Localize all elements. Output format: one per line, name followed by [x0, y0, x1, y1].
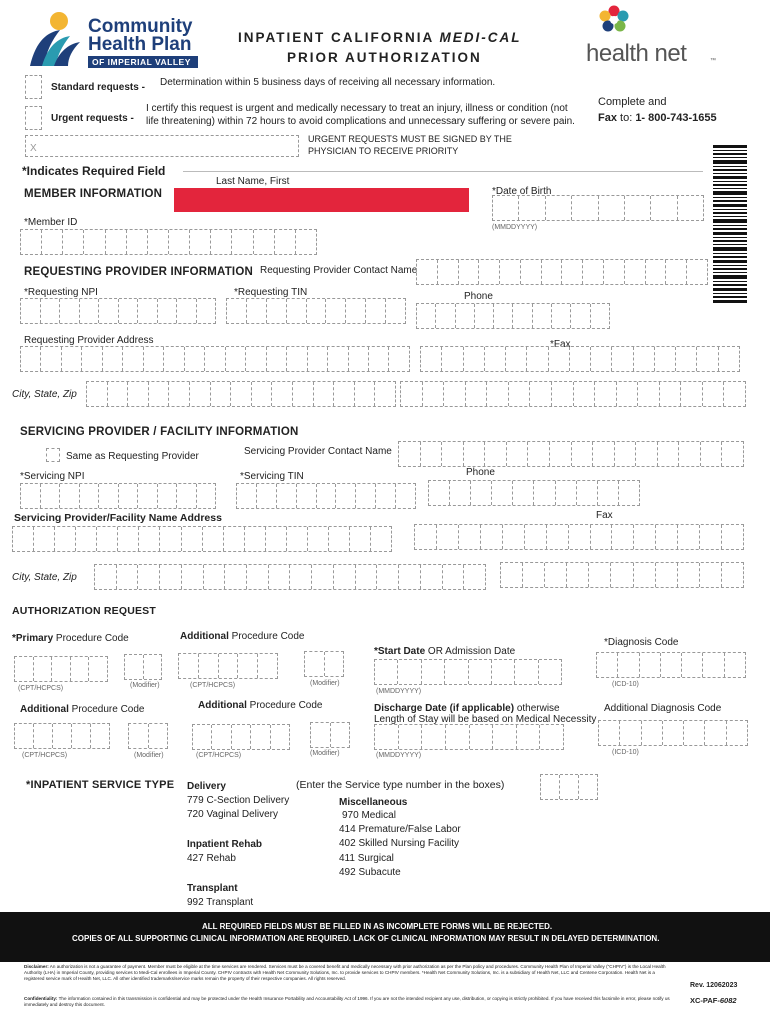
standard-request-checkbox[interactable]	[25, 75, 42, 99]
form-title-line1	[238, 30, 522, 46]
service-type-field[interactable]	[540, 774, 598, 800]
dob-format: (MMDDYYYY)	[492, 224, 538, 231]
service-enter-note: (Enter the Service type number in the boxes)	[296, 779, 505, 791]
member-name-field[interactable]	[174, 188, 469, 212]
member-heading: MEMBER INFORMATION	[24, 188, 163, 200]
requesting-contact-label: Requesting Provider Contact Name	[260, 265, 418, 276]
additional-cpt-field-2[interactable]	[14, 723, 110, 749]
misc-item-4: 492 Subacute	[339, 867, 401, 878]
additional-modifier-field-3[interactable]	[310, 722, 350, 748]
logo-line3: OF IMPERIAL VALLEY	[92, 57, 191, 67]
requesting-contact-field[interactable]	[416, 259, 708, 285]
modifier-hint-1: (Modifier)	[130, 682, 160, 689]
primary-b: *Primary	[12, 633, 54, 644]
dob-field[interactable]	[492, 195, 704, 221]
additional-b-3: Additional	[198, 700, 247, 711]
servicing-contact-label: Servicing Provider Contact Name	[244, 446, 392, 457]
servicing-city-field[interactable]	[94, 564, 486, 590]
transplant-item-0: 992 Transplant	[187, 897, 254, 908]
cpt-hint-2: (CPT/HCPCS)	[190, 682, 236, 689]
delivery-item-0: 779 C-Section Delivery	[187, 795, 290, 806]
fax-number: 1- 800-743-1655	[635, 112, 717, 124]
member-name-label: Last Name, First	[216, 176, 290, 187]
standard-request-text: Determination within 5 business days of receiving all necessary information.	[160, 77, 496, 88]
urgent-request-label: Urgent requests -	[51, 113, 134, 124]
servicing-npi-field[interactable]	[20, 483, 216, 509]
barcode-icon	[713, 143, 747, 303]
title-prefix: INPATIENT CALIFORNIA	[238, 30, 440, 45]
same-as-requesting-checkbox[interactable]	[46, 448, 60, 462]
additional-cpt-field-1[interactable]	[178, 653, 278, 679]
fax-instructions-line2	[598, 112, 717, 125]
start-date-field[interactable]	[374, 659, 562, 685]
discharge-line2: Length of Stay will be based on Medical Necessity	[374, 714, 597, 725]
modifier-hint-4: (Modifier)	[310, 750, 340, 757]
fax-label: Fax	[598, 112, 617, 124]
notice-bar	[0, 912, 770, 962]
requesting-phone-field[interactable]	[416, 303, 610, 329]
healthnet-flower-icon	[594, 4, 634, 40]
requesting-city-field[interactable]	[86, 381, 396, 407]
servicing-address-field[interactable]	[12, 526, 392, 552]
date-hint-2: (MMDDYYYY)	[376, 752, 422, 759]
servicing-phone-label: Phone	[466, 467, 495, 478]
notice-line1: ALL REQUIRED FIELDS MUST BE FILLED IN AS INCOMPLETE FORMS WILL BE REJECTED.	[202, 922, 553, 931]
modifier-hint-2: (Modifier)	[310, 680, 340, 687]
signature-x: X	[30, 143, 37, 154]
service-heading: *INPATIENT SERVICE TYPE	[26, 779, 175, 791]
additional-procedure-label-1	[180, 631, 305, 643]
cpt-hint-1: (CPT/HCPCS)	[18, 685, 64, 692]
delivery-item-1: 720 Vaginal Delivery	[187, 809, 278, 820]
misc-heading: Miscellaneous	[339, 797, 408, 808]
requesting-phone-label: Phone	[464, 291, 493, 302]
date-hint-1: (MMDDYYYY)	[376, 688, 422, 695]
form-code	[690, 996, 737, 1005]
standard-request-label: Standard requests -	[51, 82, 145, 93]
additional-cpt-field-3[interactable]	[192, 724, 290, 750]
requesting-tin-field[interactable]	[226, 298, 406, 324]
rehab-item-0: 427 Rehab	[187, 853, 236, 864]
requesting-address-field[interactable]	[20, 346, 410, 372]
servicing-tin-label: *Servicing TIN	[240, 471, 304, 482]
transplant-heading: Transplant	[187, 883, 238, 894]
form-code-num: 6082	[719, 996, 737, 1005]
fax-to: to:	[616, 112, 636, 124]
cpt-hint-3: (CPT/HCPCS)	[22, 752, 68, 759]
member-id-field[interactable]	[20, 229, 317, 255]
servicing-address-label: Servicing Provider/Facility Name Address	[14, 512, 222, 524]
additional-modifier-field-1[interactable]	[304, 651, 344, 677]
additional-b-1: Additional	[180, 631, 229, 642]
discharge-b: Discharge Date (if applicable)	[374, 703, 515, 714]
cpt-hint-4: (CPT/HCPCS)	[196, 752, 242, 759]
servicing-zip-field[interactable]	[500, 562, 744, 588]
misc-item-1: 414 Premature/False Labor	[339, 824, 461, 835]
diagnosis-label: *Diagnosis Code	[604, 637, 679, 648]
urgent-note-2: PHYSICIAN TO RECEIVE PRIORITY	[308, 146, 459, 156]
healthnet-tm: ™	[710, 58, 716, 64]
disclaimer-text: An authorization is not a guarantee of payment. Member must be eligible at the time services are rendered. Services must be a covered benefit and medically necessary with prior authorization as per the Plan policy and procedures. Community Health Plan of Imperial Valley ("CHPIV") is the Local Health Authority (LHA) in Imperial County, providing services to Medi-Cal enrollees in Imperial County. CHPIV contracts with Health Net Community Solutions, Inc. to provide services to CHPIV members. *Health Net Community Solutions, Inc. is a subsidiary of Health Net, LLC and Centene Corporation. Health Net is a registered service mark of Health Net, LLC. All other identified trademarks/service marks remain the property of their respective companies. All rights reserved.	[24, 964, 666, 981]
requesting-city-label: City, State, Zip	[12, 389, 77, 400]
additional-rest-3: Procedure Code	[246, 700, 323, 711]
disclaimer	[24, 964, 674, 982]
start-b: *Start Date	[374, 646, 426, 657]
servicing-npi-label: *Servicing NPI	[20, 471, 85, 482]
primary-rest: Procedure Code	[53, 633, 129, 644]
requesting-address-label: Requesting Provider Address	[24, 335, 154, 346]
requesting-npi-label: *Requesting NPI	[24, 287, 98, 298]
icd-hint-2: (ICD-10)	[612, 749, 639, 756]
additional-b-2: Additional	[20, 704, 69, 715]
urgent-request-text-1: I certify this request is urgent and medically necessary to treat an injury, illness or condition (not	[146, 103, 568, 114]
physician-signature-field[interactable]	[25, 135, 299, 157]
rehab-heading: Inpatient Rehab	[187, 839, 263, 850]
form-title-line2: PRIOR AUTHORIZATION	[287, 50, 482, 65]
fax-instructions-line1: Complete and	[598, 96, 667, 108]
healthnet-wordmark: health net	[586, 40, 687, 67]
icd-hint-1: (ICD-10)	[612, 681, 639, 688]
diagnosis-field[interactable]	[596, 652, 746, 678]
servicing-fax-field[interactable]	[414, 524, 744, 550]
additional-diagnosis-field[interactable]	[598, 720, 748, 746]
requesting-tin-label: *Requesting TIN	[234, 287, 308, 298]
servicing-contact-field[interactable]	[398, 441, 744, 467]
requesting-heading: REQUESTING PROVIDER INFORMATION	[24, 266, 253, 278]
servicing-tin-field[interactable]	[236, 483, 416, 509]
dob-label: *Date of Birth	[492, 186, 552, 197]
required-note: *Indicates Required Field	[22, 164, 166, 178]
servicing-city-label: City, State, Zip	[12, 572, 77, 583]
discharge-date-field[interactable]	[374, 724, 564, 750]
servicing-heading: SERVICING PROVIDER / FACILITY INFORMATION	[20, 426, 299, 438]
primary-cpt-field[interactable]	[14, 656, 108, 682]
discharge-rest: otherwise	[514, 703, 560, 714]
disclaimer-label: Disclaimer:	[24, 964, 49, 969]
misc-item-0: 970 Medical	[342, 810, 396, 821]
auth-heading: AUTHORIZATION REQUEST	[12, 605, 157, 617]
requesting-fax-field[interactable]	[420, 346, 740, 372]
modifier-hint-3: (Modifier)	[134, 752, 164, 759]
primary-procedure-label	[12, 633, 129, 645]
misc-item-2: 402 Skilled Nursing Facility	[339, 838, 460, 849]
chpiv-logo	[26, 10, 206, 70]
servicing-fax-label: Fax	[596, 510, 613, 521]
requesting-zip-field[interactable]	[400, 381, 746, 407]
urgent-note-1: URGENT REQUESTS MUST BE SIGNED BY THE	[308, 134, 512, 144]
additional-procedure-label-3	[198, 700, 323, 712]
confidentiality-label: Confidentiality:	[24, 996, 58, 1001]
primary-modifier-field[interactable]	[124, 654, 162, 680]
delivery-heading: Delivery	[187, 781, 226, 792]
additional-procedure-label-2	[20, 704, 145, 716]
additional-modifier-field-2[interactable]	[128, 723, 168, 749]
member-id-label: *Member ID	[24, 217, 78, 228]
form-code-prefix: XC-PAF-	[690, 996, 720, 1005]
start-rest: OR Admission Date	[425, 646, 516, 657]
logo-line2: Health Plan	[88, 34, 192, 55]
revision: Rev. 12062023	[690, 982, 738, 989]
confidentiality	[24, 996, 674, 1008]
urgent-request-checkbox[interactable]	[25, 106, 42, 130]
confidentiality-text: The information contained in this transmission is confidential and may be protected under the Health Insurance Portability and Accountability Act of 1996. If you are not the intended recipient any use, distribution, or copying is strictly prohibited. If you have received this facsimile in error, please notify us immediately and destroy this document.	[24, 996, 670, 1007]
additional-rest-2: Procedure Code	[68, 704, 145, 715]
chpiv-logo-mark-icon	[26, 10, 84, 68]
urgent-request-text-2: life threatening) within 72 hours to avoid complications and unnecessary suffering or severe pain.	[146, 116, 575, 127]
title-medi-cal: MEDI-CAL	[439, 30, 522, 45]
requesting-fax-label: *Fax	[550, 339, 571, 350]
misc-item-3: 411 Surgical	[339, 853, 394, 864]
additional-diagnosis-label: Additional Diagnosis Code	[604, 703, 722, 714]
logo-line1: Community	[88, 16, 193, 37]
additional-rest-1: Procedure Code	[228, 631, 305, 642]
healthnet-logo	[586, 2, 716, 72]
servicing-phone-field[interactable]	[428, 480, 640, 506]
start-date-label	[374, 646, 515, 658]
same-as-requesting-label: Same as Requesting Provider	[66, 451, 199, 462]
requesting-npi-field[interactable]	[20, 298, 216, 324]
notice-line2: COPIES OF ALL SUPPORTING CLINICAL INFORMATION ARE REQUIRED. LACK OF CLINICAL INFORMATION MAY RESULT IN DELAYED DETERMINATION.	[72, 934, 660, 943]
divider	[183, 171, 703, 172]
